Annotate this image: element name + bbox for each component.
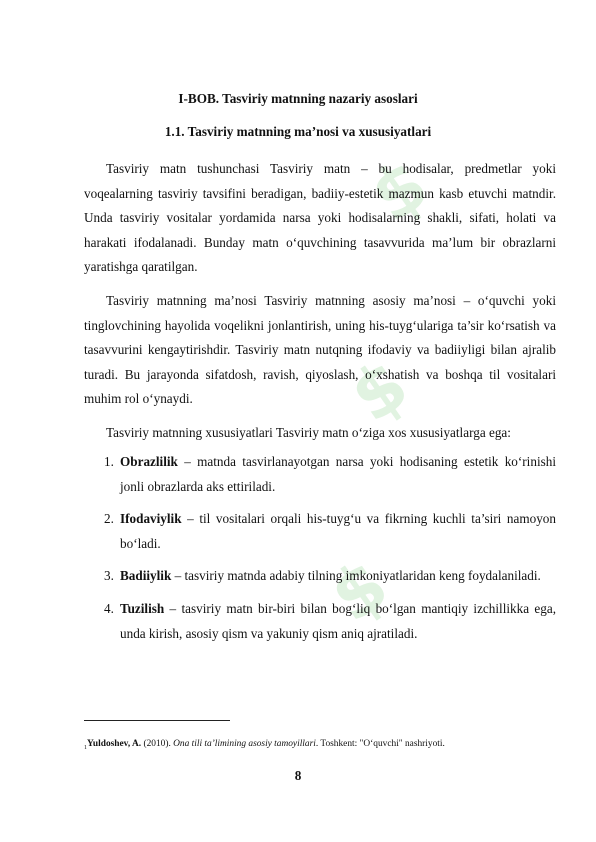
list-item [84, 597, 556, 646]
list-number: 4. [104, 600, 114, 616]
footnote-author: Yuldoshev, A. [87, 739, 142, 749]
list-number: 3. [104, 568, 114, 584]
list-number: 1. [104, 454, 114, 469]
features-list [84, 450, 556, 654]
list-text: – tasviriy matnda adabiy tilning imkoniyatlaridan keng foydalaniladi. [171, 568, 541, 584]
footnote-divider [84, 720, 230, 721]
watermark-logo-icon: $ [315, 543, 403, 639]
list-text: – tasviriy matn bir-biri bilan bog‘liq bo‘lgan mantiqiy izchillikka ega, unda kirish, asosiy qism va yakuniy qism aniq ajratiladi. [120, 600, 556, 641]
paragraph-meaning: Tasviriy matnning ma’nosi Tasviriy matnning asosiy ma’nosi – o‘quvchi yoki tinglovchining hayolida voqelikni jonlantirish, uning his-tuyg‘ulariga ta’sir ko‘rsatish va tasavvurini kengaytirishdir. Tasviriy matn nutqning ifodaviy va badiiyligi bilan ajralib turadi. Bu jarayonda sifatdosh, ravish, qiyoslash, o‘xshatish va boshqa til vositalari muhim rol o‘ynaydi. [84, 293, 556, 407]
footnote-mark: 1 [84, 744, 87, 751]
footnote-year: (2010). [141, 739, 174, 749]
footnote-book-title: Ona tili ta’limining asosiy tamoyillari [173, 739, 316, 749]
list-term: Ifodaviylik [120, 511, 182, 527]
list-term: Tuzilish [120, 600, 165, 616]
list-term: Badiiylik [120, 568, 172, 584]
footnote-publisher: . Toshkent: "O‘quvchi" nashriyoti. [315, 739, 445, 749]
list-text: – matnda tasvirlanayotgan narsa yoki hodisaning estetik ko‘rinishi jonli obrazlarda aks ettiriladi. [120, 454, 556, 494]
paragraph-features-intro: Tasviriy matnning xususiyatlari Tasviriy matn o‘ziga xos xususiyatlarga ega: [106, 425, 511, 440]
list-number: 2. [104, 511, 114, 527]
page-number: 8 [294, 768, 302, 783]
footnote [84, 738, 564, 754]
list-item [84, 507, 556, 556]
paragraph-definition: Tasviriy matn tushunchasi Tasviriy matn – bu hodisalar, predmetlar yoki voqealarning tasviriy tavsifini beradigan, badiiy-estetik mazmun kasb etuvchi matndir. Unda tasviriy vositalar yordamida narsa yoki hodisalarning shakli, sifati, holati va harakati ifodalanadi. Bunday matn o‘quvchining tasavvurida ma’lum bir obrazlarni yaratishga qaratilgan. [84, 161, 556, 275]
watermark-logo-icon: $ [355, 143, 443, 239]
chapter-title: I-BOB. Tasviriy matnning nazariy asoslari [178, 91, 418, 106]
list-text: – til vositalari orqali his-tuyg‘u va fikrning kuchli ta’siri namoyon bo‘ladi. [120, 511, 556, 551]
watermark-logo-icon: $ [335, 343, 423, 439]
list-item [84, 450, 556, 499]
section-title: 1.1. Tasviriy matnning ma’nosi va xususiyatlari [164, 124, 432, 139]
list-term: Obrazlilik [120, 454, 178, 469]
list-item [84, 564, 556, 589]
